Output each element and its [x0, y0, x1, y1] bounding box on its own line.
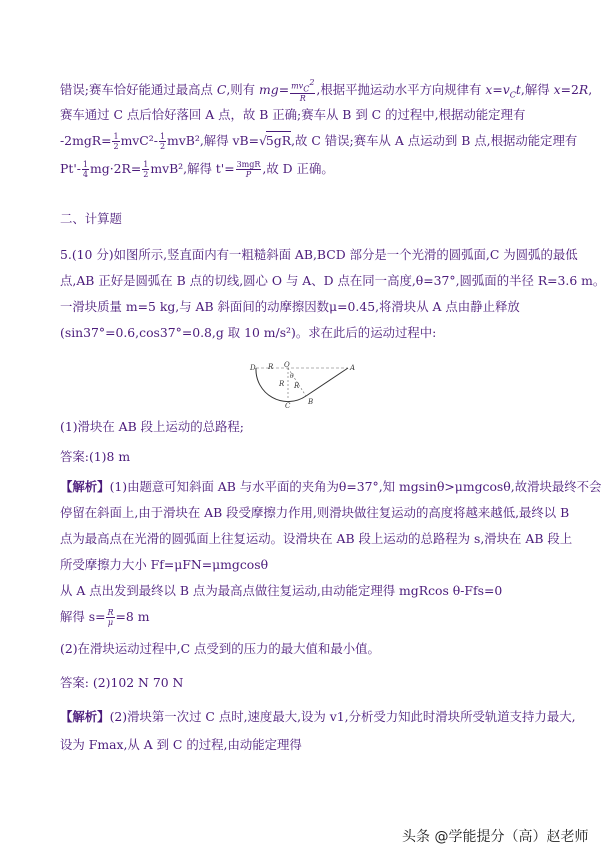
watermark: 头条 @学能提分（高）赵老师 — [402, 829, 589, 845]
text-line: 赛车通过 C 点后恰好落回 A 点，故 B 正确;赛车从 B 到 C 的过程中,根据动能定理有 — [60, 107, 526, 122]
sub-question: (2)在滑块运动过程中,C 点受到的压力的最大值和最小值。 — [60, 641, 380, 656]
question-text: 一滑块质量 m=5 kg,与 AB 斜面间的动摩擦因数μ=0.45,将滑块从 A 点由静止释放 — [60, 299, 520, 314]
section-heading: 二、计算题 — [60, 211, 122, 226]
text: -2mgR= — [60, 133, 112, 148]
sub-question: (1)滑块在 AB 段上运动的总路程; — [60, 419, 244, 434]
fraction: $\frac{1}{4}$ — [82, 160, 89, 179]
text: , — [588, 82, 593, 98]
text: 错误;赛车恰好能通过最高点 — [60, 82, 213, 98]
text-line — [60, 160, 558, 179]
text: = — [278, 82, 290, 98]
text: (2)滑块第一次过 C 点时,速度最大,设为 v1,分析受力知此时滑块所受轨道支持力最大, — [109, 709, 576, 724]
explanation-text: 所受摩擦力大小 Ff=μFN=μmgcosθ — [60, 557, 269, 572]
text-line: -2mgR= $\frac{1}{2}$ mvC²- $\frac{1}{2}$ mvB²,解得 vB=√5gR,故 C 错误;赛车从 A 点运动到 B 点,根据动能定理有 — [60, 132, 578, 151]
text: (1)由题意可知斜面 AB 与水平面的夹角为θ=37°,知 mgsinθ>μmgcosθ,故滑块最终不会 — [109, 479, 602, 494]
question-text: 点,AB 正好是圆弧在 B 点的切线,圆心 O 与 A、D 点在同一高度,θ=37°,圆弧面的半径 R=3.6 m。 — [60, 273, 606, 288]
fraction: $\frac{mv_C^2}{R}$ — [291, 78, 315, 104]
label-a: A — [350, 364, 356, 372]
explanation-text — [60, 708, 576, 726]
question-text: 5.(10 分)如图所示,竖直面内有一粗糙斜面 AB,BCD 部分是一个光滑的圆弧面,C 为圆弧的最低 — [60, 247, 578, 262]
question-text: (sin37°=0.6,cos37°=0.8,g 取 10 m/s²)。求在此后的运动过程中: — [60, 325, 437, 340]
explanation-tag: 【解析】 — [60, 709, 110, 724]
text: mvB²,解得 t'= — [150, 161, 235, 176]
fraction: $\frac{1}{2}$ — [143, 160, 149, 179]
explanation-text — [60, 478, 602, 496]
explanation-text — [60, 608, 558, 627]
answer-text: 答案: (2)102 N 70 N — [60, 675, 184, 690]
fraction: $\frac{1}{2}$ — [159, 132, 166, 151]
text: Pt'- — [60, 161, 81, 176]
explanation-tag: 【解析】 — [60, 479, 110, 494]
text: ,故 D 正确。 — [262, 161, 334, 176]
label-r: R — [294, 382, 300, 390]
label-c: C — [285, 402, 291, 410]
slope-ab — [306, 368, 348, 396]
text: ,根据平抛运动水平方向规律有 — [316, 82, 482, 98]
fraction: $\frac{\text{3mgR}}{P}$ — [236, 160, 261, 179]
fraction: $\frac{1}{2}$ — [113, 132, 119, 151]
text: mvC²- — [120, 133, 158, 148]
explanation-text: 点为最高点在光滑的圆弧面上往复运动。设滑块在 AB 段上运动的总路程为 s,滑块在 AB 段上 — [60, 531, 573, 546]
label-r: R — [268, 363, 274, 371]
fraction: $\frac{R}{\mu}$ — [107, 608, 114, 627]
answer-text: 答案:(1)8 m — [60, 449, 131, 464]
text-line: 错误;赛车恰好能通过最高点 C,则有 mg= $\frac{mv_C^2}{R}$ ,根据平抛运动水平方向规律有 $x=v_Ct$,解得 x=2R, — [60, 78, 593, 104]
text: mg·2R= — [90, 161, 142, 176]
label-b: B — [308, 398, 314, 406]
text: ,则有 — [226, 82, 256, 98]
text: mvB²,解得 vB= — [167, 133, 260, 148]
label-r: R — [279, 380, 285, 388]
text: 解得 s= — [60, 609, 106, 624]
explanation-text: 从 A 点出发到最终以 B 点为最高点做往复运动,由动能定理得 mgRcos θ-Ffs=0 — [60, 583, 503, 598]
label-o: O — [284, 361, 290, 369]
explanation-text: 设为 Fmax,从 A 到 C 的过程,由动能定理得 — [60, 737, 302, 752]
text: =8 m — [115, 609, 150, 624]
physics-diagram — [248, 360, 378, 412]
text: ,故 C 错误;赛车从 A 点运动到 B 点,根据动能定理有 — [291, 133, 578, 148]
explanation-text: 停留在斜面上,由于滑块在 AB 段受摩擦力作用,则滑块做往复运动的高度将越来越低,最终以 B — [60, 505, 570, 520]
text: ,解得 — [520, 82, 550, 98]
sqrt-expression: 5gR — [265, 133, 292, 148]
label-theta: θ — [290, 373, 294, 380]
label-d: D — [250, 364, 256, 372]
